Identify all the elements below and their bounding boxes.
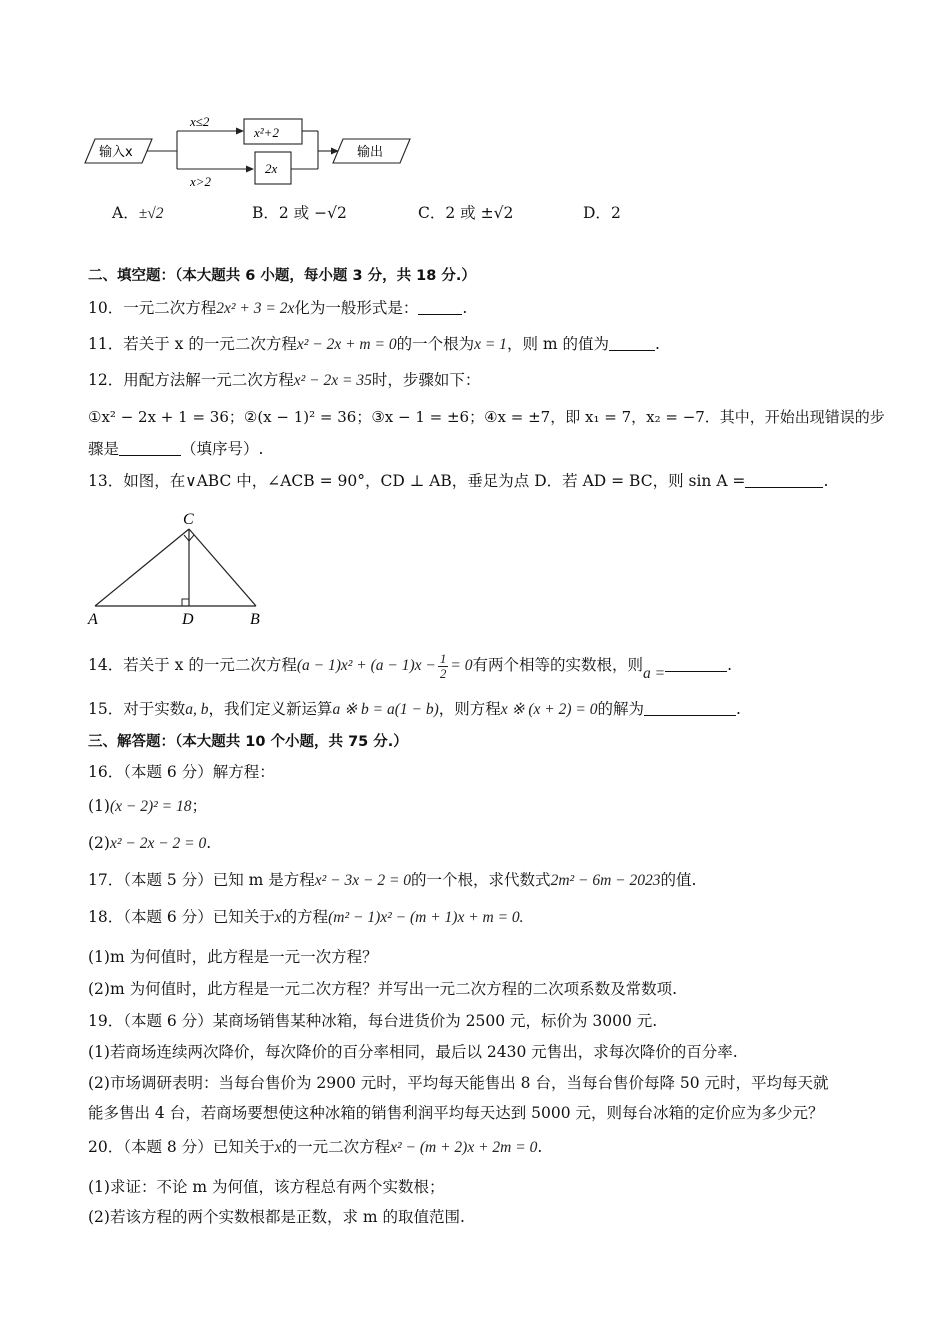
part-label: (2) bbox=[88, 834, 110, 852]
q17-expression: 2m² − 6m − 2023 bbox=[550, 872, 661, 889]
output-label: 输出 bbox=[357, 145, 384, 160]
q19-part2a: (2)市场调研表明：当每台售价为 2900 元时，平均每天能售出 8 台，当每台售价每降 50 元时，平均每天就 bbox=[88, 1074, 829, 1092]
question-11 bbox=[88, 333, 660, 356]
question-17 bbox=[88, 869, 696, 892]
option-b bbox=[252, 202, 347, 224]
question-10 bbox=[88, 297, 467, 320]
q18-var: x bbox=[274, 909, 282, 926]
q12-steps: ①x² − 2x + 1 = 36；②(x − 1)² = 36；③x − 1 = ±6；④x = ±7，即 x₁ = 7，x₂ = −7．其中，开始出现错误的步 bbox=[88, 408, 885, 426]
fraction-one-half bbox=[438, 652, 449, 681]
q18-mid: 的方程 bbox=[281, 908, 329, 926]
q15-mid2: ，则方程 bbox=[438, 700, 501, 718]
cond-top-label: x≤2 bbox=[190, 114, 210, 129]
section-heading-fill: 二、填空题：（本大题共 6 小题，每小题 3 分，共 18 分.） bbox=[88, 268, 476, 284]
q11-root: x = 1 bbox=[474, 336, 507, 353]
q16-part1 bbox=[88, 795, 207, 818]
question-number: 11． bbox=[88, 335, 124, 353]
fraction-denominator: 2 bbox=[439, 665, 447, 681]
q20-part2: (2)若该方程的两个实数根都是正数，求 m 的取值范围. bbox=[88, 1208, 465, 1226]
right-angle-mark-d bbox=[182, 599, 189, 606]
side-ac bbox=[95, 529, 189, 606]
q12-line3-pre: 骤是 bbox=[88, 440, 120, 458]
q14-var: a = bbox=[642, 665, 666, 682]
question-number: 13． bbox=[88, 472, 124, 490]
flowchart bbox=[80, 110, 420, 195]
section-heading-solve: 三、解答题：（本大题共 10 个小题，共 75 分.） bbox=[88, 734, 408, 750]
q15-post: 的解为 bbox=[597, 700, 645, 718]
q17-pre: 17．（本题 5 分）已知 m 是方程 bbox=[88, 871, 315, 889]
q20-mid: 的一元二次方程 bbox=[281, 1138, 391, 1156]
q10-pre: 一元二次方程 bbox=[123, 299, 217, 317]
q14-equation-end: = 0 bbox=[450, 657, 473, 674]
question-16: 16．（本题 6 分）解方程： bbox=[88, 763, 275, 781]
option-letter: C． bbox=[418, 204, 446, 222]
question-19: 19．（本题 6 分）某商场销售某种冰箱，每台进货价为 2500 元，标价为 3000 元. bbox=[88, 1012, 658, 1030]
q17-mid: 的一个根，求代数式 bbox=[411, 871, 551, 889]
q18-part2: (2)m 为何值时，此方程是一元二次方程？并写出一元二次方程的二次项系数及常数项. bbox=[88, 980, 678, 998]
q15-mid1: ，我们定义新运算 bbox=[208, 700, 333, 718]
question-number: 15． bbox=[88, 700, 124, 718]
q14-post: 有两个相等的实数根，则 bbox=[472, 656, 643, 674]
q14-pre: 若关于 x 的一元二次方程 bbox=[123, 656, 297, 674]
question-number: 12． bbox=[88, 371, 124, 389]
option-d bbox=[583, 202, 621, 224]
arrow-head-bottom bbox=[246, 166, 254, 173]
q11-post: ，则 m 的值为 bbox=[506, 335, 609, 353]
vertex-label-c: C bbox=[183, 511, 194, 528]
option-a bbox=[112, 202, 163, 225]
option-text: 2 或 ±√2 bbox=[445, 204, 514, 222]
question-18 bbox=[88, 906, 524, 929]
q11-pre: 若关于 x 的一元二次方程 bbox=[123, 335, 297, 353]
box-top-label: x²+2 bbox=[254, 125, 279, 140]
question-13 bbox=[88, 470, 828, 492]
vertex-label-a: A bbox=[88, 611, 98, 628]
vertex-label-b: B bbox=[250, 611, 260, 628]
side-cb bbox=[189, 529, 256, 606]
q16-eq1: (x − 2)² = 18 bbox=[109, 798, 192, 815]
q20-pre: 20．（本题 8 分）已知关于 bbox=[88, 1138, 275, 1156]
answer-blank[interactable] bbox=[418, 298, 462, 315]
option-c bbox=[418, 202, 513, 224]
q12-line3 bbox=[88, 438, 263, 460]
q17-post: 的值. bbox=[660, 871, 697, 889]
q12-post: 时，步骤如下： bbox=[371, 371, 481, 389]
q12-equation: x² − 2x = 35 bbox=[293, 372, 372, 389]
q14-end: . bbox=[727, 656, 732, 674]
q15-vars: a, b bbox=[185, 701, 209, 718]
answer-blank[interactable] bbox=[745, 471, 823, 488]
q13-text: 如图，在∨ABC 中，∠ACB = 90°，CD ⊥ AB，垂足为点 D．若 AD = BC，则 sin A = bbox=[123, 472, 746, 490]
answer-blank[interactable] bbox=[609, 334, 655, 351]
option-letter: B． bbox=[252, 204, 279, 222]
q20-var: x bbox=[274, 1139, 282, 1156]
q11-mid: 的一个根为 bbox=[396, 335, 475, 353]
part-label: (1) bbox=[88, 797, 110, 815]
cond-bottom-label: x>2 bbox=[190, 174, 212, 189]
question-number: 14． bbox=[88, 656, 124, 674]
q18-pre: 18．（本题 6 分）已知关于 bbox=[88, 908, 275, 926]
question-12 bbox=[88, 369, 480, 392]
fraction-numerator: 1 bbox=[439, 650, 447, 666]
question-20 bbox=[88, 1136, 542, 1159]
q20-end: . bbox=[537, 1138, 543, 1156]
q19-part2b: 能多售出 4 台，若商场要想使这种冰箱的销售利润平均每天达到 5000 元，则每台冰箱的定价应为多少元？ bbox=[88, 1104, 824, 1122]
q19-part1: (1)若商场连续两次降价，每次降价的百分率相同，最后以 2430 元售出，求每次降价的百分率. bbox=[88, 1043, 738, 1061]
q10-end: . bbox=[462, 299, 468, 317]
option-text: 2 或 −√2 bbox=[278, 204, 347, 222]
vertex-label-d: D bbox=[182, 611, 194, 628]
q15-equation: x ※ (x + 2) = 0 bbox=[500, 701, 598, 718]
q17-equation: x² − 3x − 2 = 0 bbox=[314, 872, 412, 889]
option-text: ±√2 bbox=[138, 205, 164, 222]
q20-part1: (1)求证：不论 m 为何值，该方程总有两个实数根； bbox=[88, 1178, 445, 1196]
question-number: 10． bbox=[88, 299, 124, 317]
q16-eq1-end: ； bbox=[191, 797, 208, 815]
q13-end: . bbox=[823, 472, 829, 490]
q12-pre: 用配方法解一元二次方程 bbox=[123, 371, 294, 389]
answer-blank[interactable] bbox=[665, 655, 727, 672]
q11-equation: x² − 2x + m = 0 bbox=[296, 336, 397, 353]
input-label: 输入x bbox=[99, 145, 133, 160]
answer-blank[interactable] bbox=[644, 699, 736, 716]
q15-pre: 对于实数 bbox=[123, 700, 186, 718]
q18-equation: (m² − 1)x² − (m + 1)x + m = 0. bbox=[328, 909, 524, 926]
option-text: 2 bbox=[610, 204, 621, 222]
option-letter: A． bbox=[112, 204, 139, 222]
triangle-figure bbox=[80, 505, 280, 630]
q16-eq2: x² − 2x − 2 = 0 bbox=[109, 835, 207, 852]
q16-eq2-end: . bbox=[206, 834, 212, 852]
q12-line3-post: （填序号）. bbox=[181, 440, 264, 458]
q15-end: . bbox=[736, 700, 741, 718]
q20-equation: x² − (m + 2)x + 2m = 0 bbox=[390, 1139, 538, 1156]
q10-equation: 2x² + 3 = 2x bbox=[216, 300, 295, 317]
option-letter: D． bbox=[583, 204, 611, 222]
q16-part2 bbox=[88, 832, 211, 855]
q10-post: 化为一般形式是： bbox=[294, 299, 419, 317]
q15-definition: a ※ b = a(1 − b) bbox=[332, 701, 439, 718]
question-15 bbox=[88, 698, 741, 721]
box-bottom-label: 2x bbox=[265, 161, 278, 176]
q14-equation: (a − 1)x² + (a − 1)x − bbox=[296, 657, 436, 674]
q11-end: . bbox=[655, 335, 660, 353]
q18-part1: (1)m 为何值时，此方程是一元一次方程？ bbox=[88, 948, 378, 966]
question-14 bbox=[88, 650, 732, 681]
answer-blank[interactable] bbox=[119, 439, 181, 456]
arrow-head-top bbox=[236, 128, 244, 135]
